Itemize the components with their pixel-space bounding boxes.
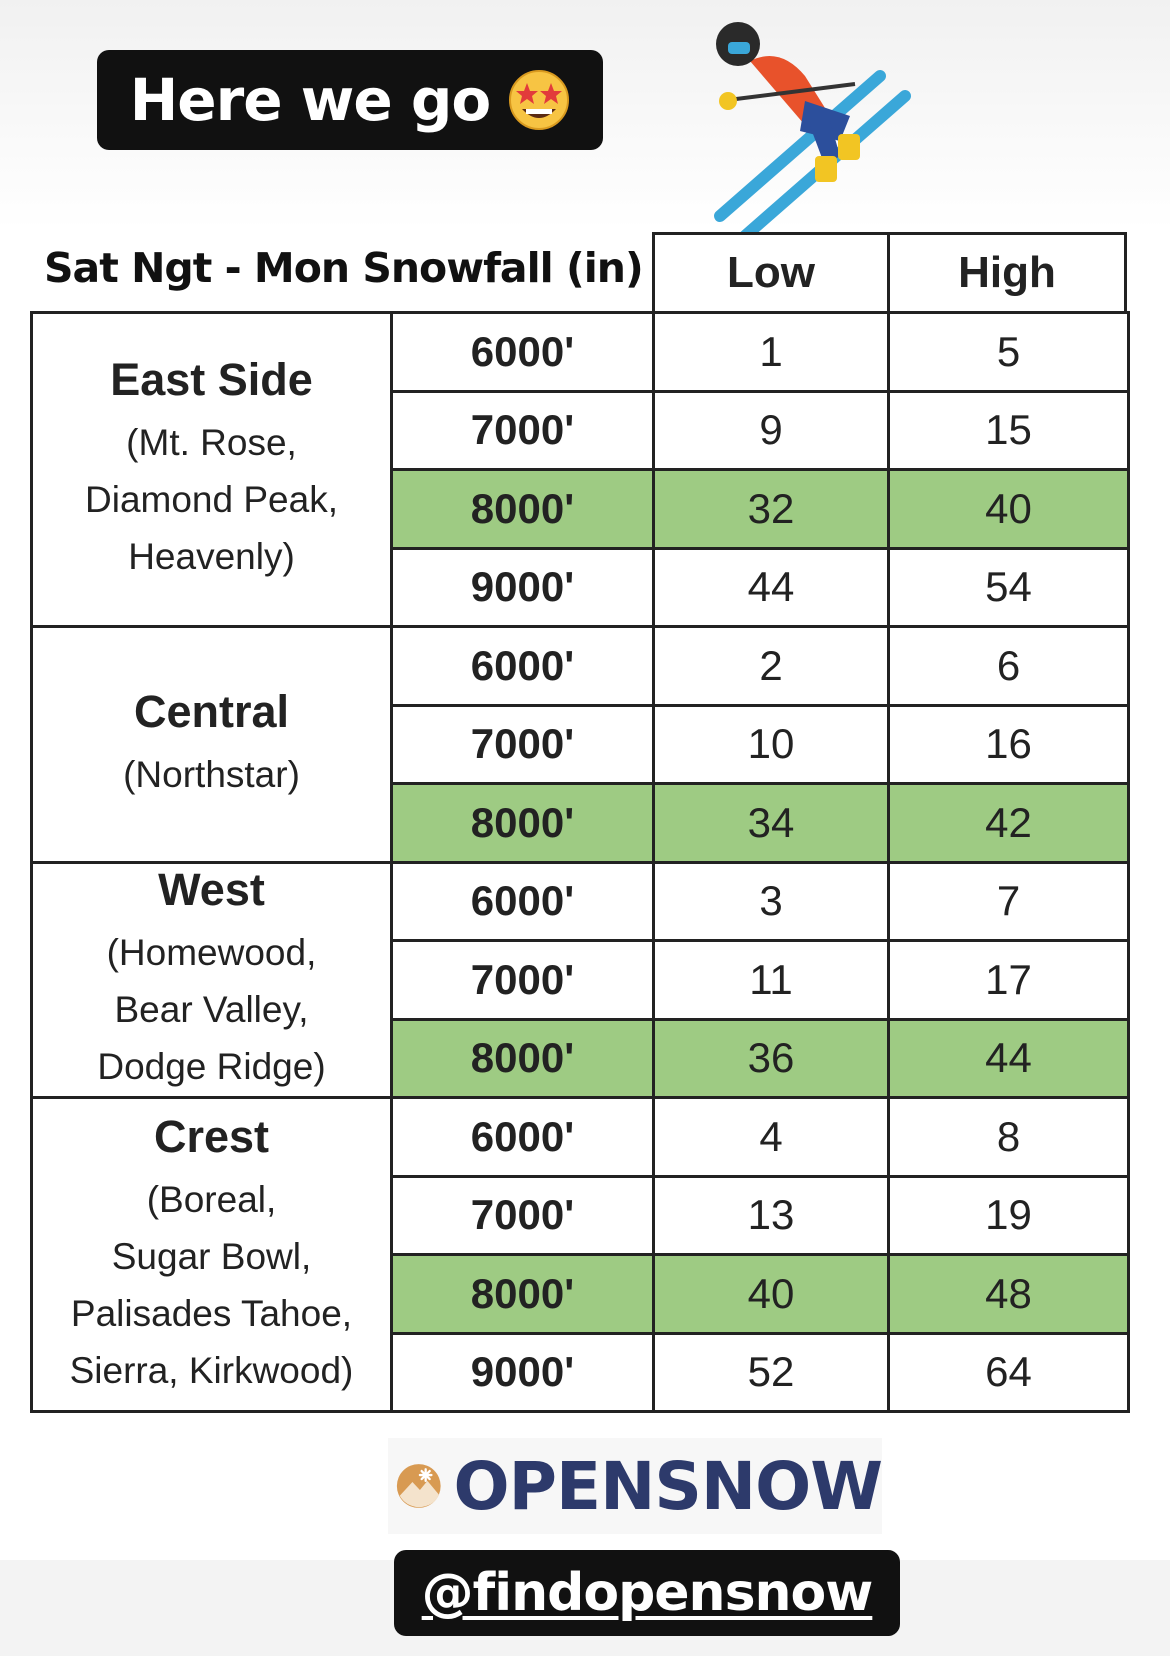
high-value-cell: 15 — [887, 390, 1130, 472]
elevation-cell: 7000' — [390, 1175, 655, 1257]
low-value-cell: 10 — [652, 704, 890, 786]
elevation-cell: 6000' — [390, 311, 655, 393]
high-value-cell: 48 — [887, 1253, 1130, 1335]
low-value-cell: 36 — [652, 1018, 890, 1100]
low-value-cell: 13 — [652, 1175, 890, 1257]
region-resorts-line: Sierra, Kirkwood) — [69, 1349, 354, 1391]
region-name: Crest — [153, 1110, 270, 1162]
high-value-cell: 16 — [887, 704, 1130, 786]
high-value-cell: 54 — [887, 547, 1130, 629]
findopensnow-mention-sticker[interactable] — [394, 1550, 900, 1636]
elevation-cell: 7000' — [390, 390, 655, 472]
region-cell — [30, 625, 393, 864]
low-value-cell: 52 — [652, 1332, 890, 1414]
elevation-cell: 7000' — [390, 939, 655, 1021]
high-value-cell: 42 — [887, 782, 1130, 864]
elevation-cell: 9000' — [390, 547, 655, 629]
elevation-cell: 9000' — [390, 1332, 655, 1414]
high-value-cell: 19 — [887, 1175, 1130, 1257]
region-resorts-line: Palisades Tahoe, — [70, 1292, 353, 1334]
sticker-text: Here we go — [129, 66, 491, 134]
elevation-cell: 6000' — [390, 861, 655, 943]
low-value-cell: 1 — [652, 311, 890, 393]
elevation-cell: 8000' — [390, 782, 655, 864]
opensnow-logo-icon — [394, 1443, 444, 1529]
table-title: Sat Ngt - Mon Snowfall (in) — [44, 244, 643, 292]
region-resorts-line: Heavenly) — [128, 536, 295, 577]
region-resorts-line: Diamond Peak, — [85, 479, 338, 520]
high-value-cell: 40 — [887, 468, 1130, 550]
mention-text: @findopensnow — [421, 1563, 873, 1623]
column-header-high: High — [887, 232, 1127, 314]
region-resorts-line: Sugar Bowl, — [111, 1235, 312, 1277]
elevation-cell: 8000' — [390, 1018, 655, 1100]
region-name: Central — [133, 685, 290, 737]
high-value-cell: 8 — [887, 1096, 1130, 1178]
star-struck-face-icon — [508, 69, 570, 131]
low-value-cell: 32 — [652, 468, 890, 550]
elevation-cell: 7000' — [390, 704, 655, 786]
elevation-cell: 8000' — [390, 1253, 655, 1335]
low-value-cell: 4 — [652, 1096, 890, 1178]
region-resorts-line: Bear Valley, — [114, 989, 309, 1031]
opensnow-wordmark: OPENSNOW — [453, 1447, 882, 1525]
here-we-go-sticker[interactable] — [97, 50, 603, 150]
column-header-low: Low — [652, 232, 890, 314]
region-resorts-line: (Homewood, — [106, 932, 317, 974]
high-value-cell: 44 — [887, 1018, 1130, 1100]
high-value-cell: 5 — [887, 311, 1130, 393]
skier-emoji-icon — [690, 6, 940, 256]
low-value-cell: 34 — [652, 782, 890, 864]
high-value-cell: 64 — [887, 1332, 1130, 1414]
region-resorts-line: (Northstar) — [123, 753, 300, 795]
low-value-cell: 44 — [652, 547, 890, 629]
elevation-cell: 8000' — [390, 468, 655, 550]
region-resorts-line: Dodge Ridge) — [97, 1046, 326, 1088]
opensnow-logo[interactable] — [388, 1438, 882, 1534]
high-value-cell: 7 — [887, 861, 1130, 943]
region-cell — [30, 311, 393, 628]
elevation-cell: 6000' — [390, 625, 655, 707]
region-cell — [30, 1096, 393, 1413]
low-value-cell: 3 — [652, 861, 890, 943]
region-name: East Side — [110, 354, 313, 405]
region-resorts-line: (Boreal, — [146, 1178, 277, 1220]
high-value-cell: 6 — [887, 625, 1130, 707]
region-name: West — [158, 864, 265, 916]
high-value-cell: 17 — [887, 939, 1130, 1021]
elevation-cell: 6000' — [390, 1096, 655, 1178]
low-value-cell: 40 — [652, 1253, 890, 1335]
low-value-cell: 2 — [652, 625, 890, 707]
low-value-cell: 9 — [652, 390, 890, 472]
region-resorts-line: (Mt. Rose, — [126, 422, 297, 463]
region-cell — [30, 861, 393, 1100]
low-value-cell: 11 — [652, 939, 890, 1021]
